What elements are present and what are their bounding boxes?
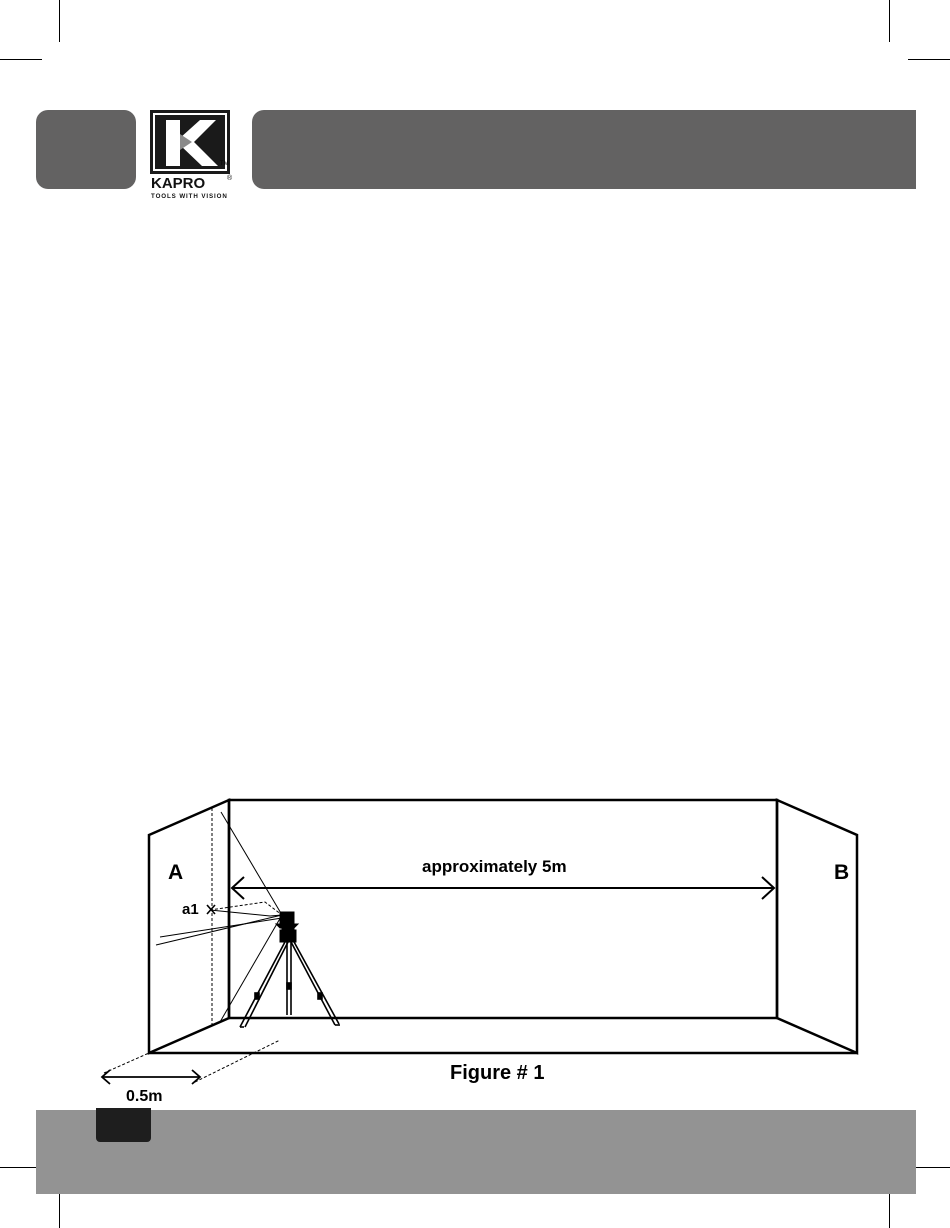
figure-1: [90, 790, 880, 1110]
tripod: [240, 940, 340, 1027]
wall-a-label: A: [168, 861, 184, 884]
wall-b-label: B: [834, 861, 850, 884]
laser-beam: [210, 910, 282, 916]
page-number-tab: [96, 1108, 151, 1142]
brand-name: KAPRO: [151, 175, 206, 192]
crop-mark: [59, 0, 60, 42]
header-bar: [252, 110, 916, 189]
laser-level-device: [276, 912, 298, 942]
trademark-mark: TM: [220, 161, 229, 167]
brand-tagline: TOOLS WITH VISION: [151, 193, 228, 200]
back-wall: [229, 800, 777, 1018]
registered-mark: ®: [227, 175, 233, 182]
laser-beam: [160, 918, 282, 937]
crop-mark: [0, 59, 42, 60]
figure-caption: Figure # 1: [450, 1062, 545, 1084]
laser-beam: [156, 915, 282, 945]
footer-bar: [36, 1110, 916, 1194]
offset-guide-line: [104, 1053, 149, 1073]
distance-label: approximately 5m: [422, 857, 567, 876]
point-a1-label: a1: [182, 901, 199, 918]
crop-mark: [908, 59, 950, 60]
wall-b: [777, 800, 857, 1053]
offset-guide-line: [195, 1040, 280, 1082]
offset-label: 0.5m: [126, 1088, 163, 1105]
laser-beam: [210, 902, 282, 915]
header-side-tab: [36, 110, 136, 189]
wall-a: [149, 800, 229, 1053]
crop-mark: [889, 0, 890, 42]
kapro-logo: [150, 108, 236, 200]
